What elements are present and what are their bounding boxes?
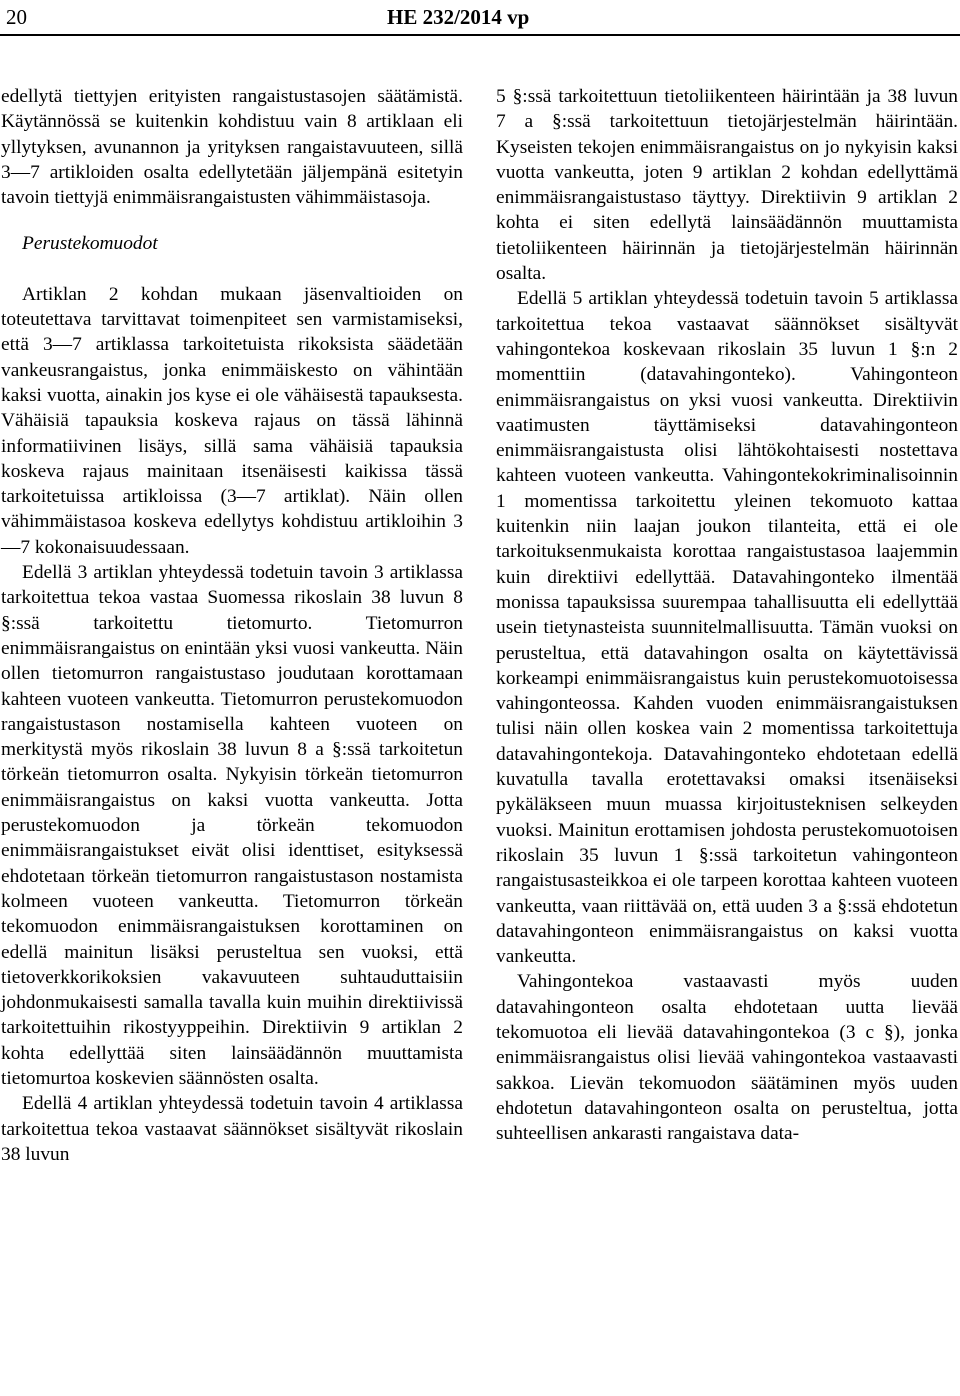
right-paragraph-2: Edellä 5 artiklan yhteydessä todetuin tavoin 5 artiklassa tarkoitettua tekoa vastaavat säännökset sisältyvät vahingontekoa koskevaan rikoslain 35 luvun 1 §:n 2 momenttiin (datavahingonteko). Vahingonteon enimmäisrangaistus on yksi vuosi vankeutta. Direktiivin vaatimusten täyttämiseksi datavahingonteon enimmäisrangaistusta olisi lähtökohtaisesti nostettava kahteen vuoteen vankeutta. Vahingontekokriminalisoinnin 1 momentissa tarkoitettu yleinen tekomuoto kattaa kuitenkin niin laajan joukon tilanteita, että ei ole tarkoituksenmukaista korottaa rangaistustasoa laajemmin kuin direktiivi edellyttää. Datavahingonteko ilmentää monissa tapauksissa suurempaa tahallisuutta eli edellyttää usein tietynasteista suunnitelmallisuutta. Tämän vuoksi on perusteltua, että datavahingon osalta on käytettävissä korkeampi enimmäisrangaistus kuin perustekomuotoisessa vahingonteossa. Kahden vuoden enimmäisrangaistuksen tulisi näin ollen koskea vain 2 momentissa tarkoitettuja datavahingontekoja. Datavahingonteko ehdotetaan edellä kuvatulla tavalla erotettavaksi omaksi itsenäiseksi pykäläkseen muun muassa kirjoitusteknisen selkeyden vuoksi. Mainitun erottamisen johdosta perustekomuotoisen rikoslain 35 luvun 1 §:ssä tarkoitetun vahingonteon rangaistusasteikkoa ei ole tarpeen korottaa kahteen vuoteen vankeutta, vaan riittävää on, että uuden 3 a §:ssä ehdotetun datavahingonteon enimmäisrangaistus on kaksi vuotta vankeutta. — [496, 288, 958, 968]
section-heading: Perustekomuodot — [22, 233, 158, 255]
page-number: 20 — [6, 5, 27, 29]
left-paragraph-2: Artiklan 2 kohdan mukaan jäsenvaltioiden on toteutettava tarvittavat toimenpiteet sen varmistamiseksi, että 3—7 artiklassa tarkoitetuista rikoksista säädetään vankeusrangaistus, jonka enimmäiskesto on vähintään kaksi vuotta, ainakin jos kyse ei ole vähäisestä tapauksesta. Vähäisiä tapauksia koskeva rajaus on tässä lähinnä informatiivinen lisäys, sillä sama vähäisiä tapauksia koskeva rajaus mainitaan itsenäisesti kaikissa tässä tarkoitetuissa artikloissa (3—7 artiklat). Näin ollen vähimmäistasoa koskeva edellytys kohdistuu artikloihin 3—7 kokonaisuudessaan. — [1, 283, 463, 558]
right-column — [496, 84, 958, 1146]
document-id: HE 232/2014 vp — [387, 5, 530, 29]
left-paragraph-3: Edellä 3 artiklan yhteydessä todetuin tavoin 3 artiklassa tarkoitettua tekoa vastaa Suomessa rikoslain 38 luvun 8 §:ssä tarkoitettu tietomurto. Tietomurron enimmäisrangaistus on enintään yksi vuosi vankeutta. Näin ollen tietomurron rangaistustaso joudutaan korottamaan kahteen vuoteen vankeutta. Tietomurron perustekomuodon rangaistustason nostamisella kahteen vuoteen on merkitystä myös rikoslain 38 luvun 8 a §:ssä tarkoitetun törkeän tietomurron osalta. Nykyisin törkeän tietomurron enimmäisrangaistus on kaksi vuotta vankeutta. Jotta perustekomuodon ja törkeän tekomuodon enimmäisrangaistukset eivät olisi identtiset, esityksessä ehdotetaan törkeän tietomurron rangaistustason nostamista kolmeen vuoteen vankeutta. Tietomurron törkeän tekomuodon enimmäisrangaistuksen korottaminen on edellä mainitun lisäksi perusteltua sen vuoksi, että tietoverkkorikoksien vakavuuteen suhtauduttaisiin johdonmukaisesti samalla tavalla kuin muihin direktiivissä tarkoitettuihin rikostyyppeihin. Direktiivin 9 artiklan 2 kohta edellyttää siten lainsäädännön muuttamista tietomurtoa koskevien säännösten osalta. — [1, 562, 463, 1089]
right-paragraph-3: Vahingontekoa vastaavasti myös uuden datavahingonteon osalta ehdotetaan uutta lievää tekomuotoa eli lievää datavahingontekoa (3 c §), jonka enimmäisrangaistus olisi lievää vahingontekoa vastaavasti sakkoa. Lievän tekomuodon säätäminen myös uuden ehdotetun datavahingonteon osalta on perusteltua, jotta suhteellisen ankarasti rangaistava data- — [496, 971, 958, 1145]
left-paragraph-4: Edellä 4 artiklan yhteydessä todetuin tavoin 4 artiklassa tarkoitettua tekoa vastaavat säännökset sisältyvät rikoslain 38 luvun — [1, 1093, 463, 1165]
right-paragraph-1: 5 §:ssä tarkoitettuun tietoliikenteen häirintään ja 38 luvun 7 a §:ssä tarkoitettuun tietojärjestelmän häirintään. Kyseisten tekojen enimmäisrangaistus on jo nykyisin kaksi vuotta vankeutta, joten 9 artiklan 2 kohdan edellyttämä enimmäisrangaistustaso täyttyy. Direktiivin 9 artiklan 2 kohta ei siten edellytä lainsäädännön muuttamista tietoliikenteen häirinnän ja tietojärjestelmän häirinnän osalta. — [496, 86, 958, 285]
left-column — [1, 84, 463, 1167]
left-paragraph-1: edellytä tiettyjen erityisten rangaistustasojen säätämistä. Käytännössä se kuitenkin kohdistuu vain 8 artiklaan eli yllytyksen, avunannon ja yrityksen rangaistavuuteen, sillä 3—7 artikloiden osalta edellytetään jäljempänä esitetyin tavoin tiettyjä enimmäisrangaistusten vähimmäistasoja. — [1, 86, 463, 209]
page-header — [0, 0, 960, 40]
header-rule — [0, 34, 960, 36]
